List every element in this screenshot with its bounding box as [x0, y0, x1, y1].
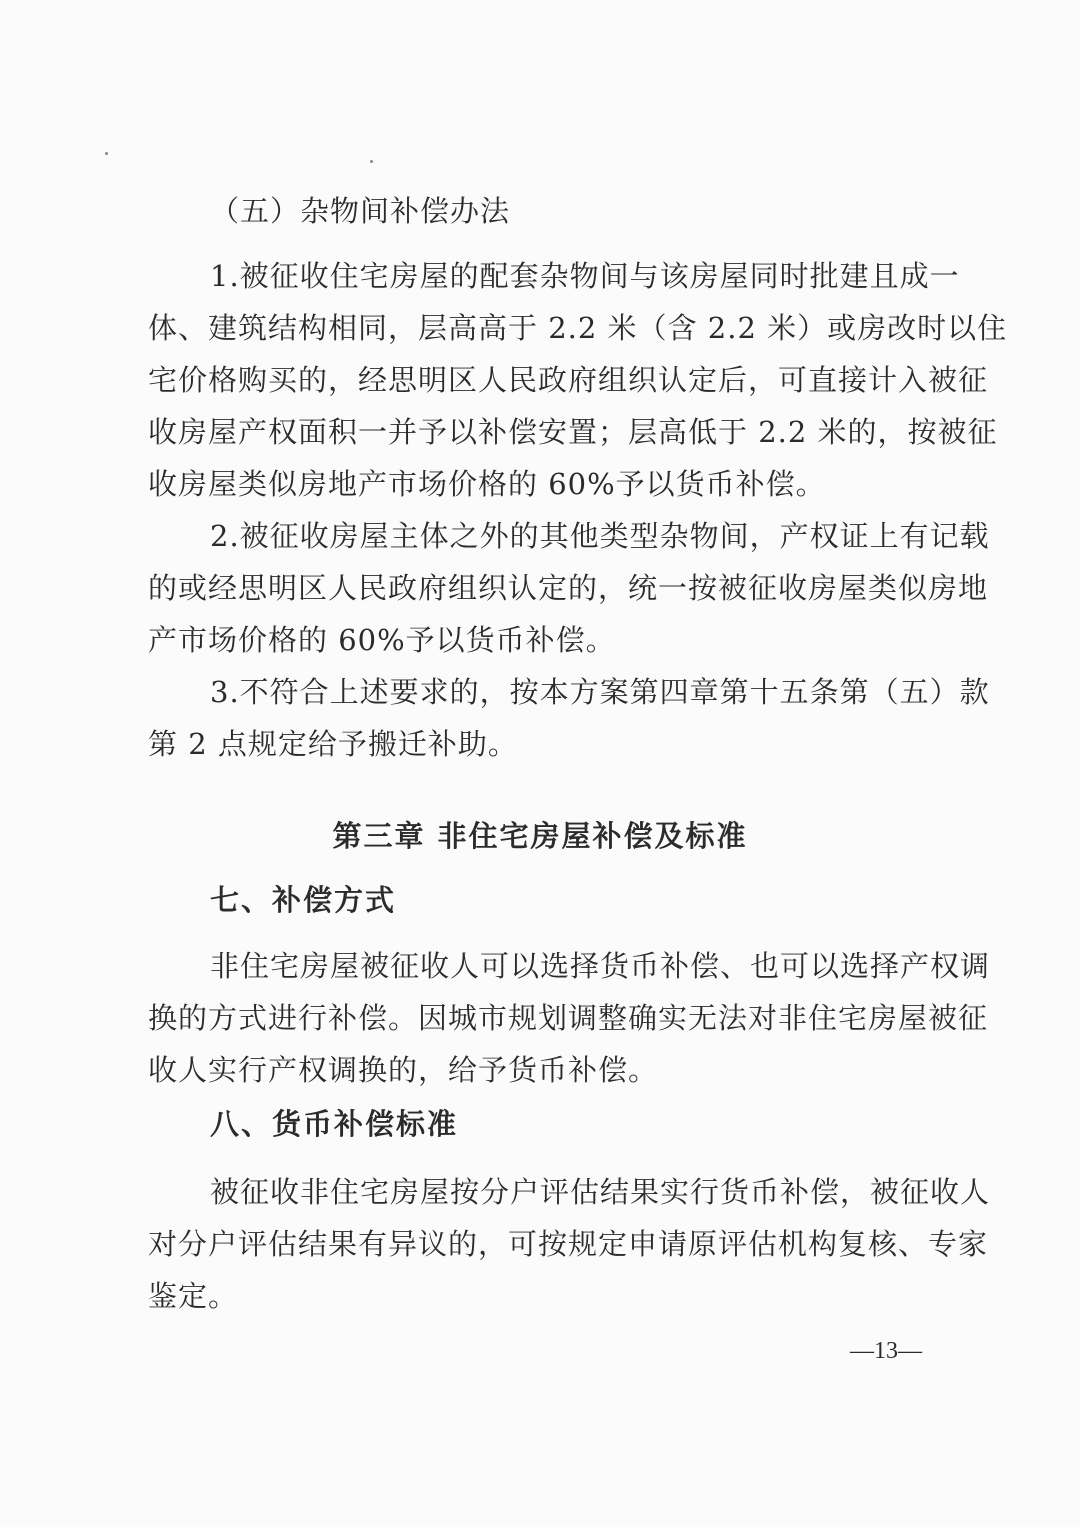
item1-line-1: 1.被征收住宅房屋的配套杂物间与该房屋同时批建且成一 — [210, 259, 960, 293]
item2-line-2: 的或经思明区人民政府组织认定的，统一按被征收房屋类似房地 — [148, 571, 989, 605]
chapter-title: 第三章 非住宅房屋补偿及标准 — [332, 819, 748, 853]
section-seven-line-1: 非住宅房屋被征收人可以选择货币补偿、也可以选择产权调 — [210, 949, 991, 983]
scan-speck — [370, 160, 373, 163]
item3-line-2: 第 2 点规定给予搬迁补助。 — [148, 727, 518, 761]
item1-line-3: 宅价格购买的，经思明区人民政府组织认定后，可直接计入被征 — [148, 363, 989, 397]
section-eight-line-2: 对分户评估结果有异议的，可按规定申请原评估机构复核、专家 — [148, 1227, 989, 1261]
section-seven-line-2: 换的方式进行补偿。因城市规划调整确实无法对非住宅房屋被征 — [148, 1001, 989, 1035]
item2-line-1: 2.被征收房屋主体之外的其他类型杂物间，产权证上有记载 — [210, 519, 990, 553]
section-heading-eight: 八、货币补偿标准 — [210, 1107, 459, 1141]
section-eight-line-1: 被征收非住宅房屋按分户评估结果实行货币补偿，被征收人 — [210, 1175, 991, 1209]
section-heading-five: （五）杂物间补偿办法 — [210, 194, 511, 228]
item1-line-2: 体、建筑结构相同，层高高于 2.2 米（含 2.2 米）或房改时以住 — [148, 311, 1008, 345]
section-seven-line-3: 收人实行产权调换的，给予货币补偿。 — [148, 1053, 659, 1087]
scan-speck — [105, 152, 108, 155]
section-heading-seven: 七、补偿方式 — [210, 883, 397, 917]
item2-line-3: 产市场价格的 60%予以货币补偿。 — [148, 623, 616, 657]
section-eight-line-3: 鉴定。 — [148, 1279, 239, 1313]
item1-line-4: 收房屋产权面积一并予以补偿安置；层高低于 2.2 米的，按被征 — [148, 415, 998, 449]
item3-line-1: 3.不符合上述要求的，按本方案第四章第十五条第（五）款 — [210, 675, 990, 709]
item1-line-5: 收房屋类似房地产市场价格的 60%予以货币补偿。 — [148, 467, 826, 501]
page-number: —13— — [850, 1338, 922, 1364]
